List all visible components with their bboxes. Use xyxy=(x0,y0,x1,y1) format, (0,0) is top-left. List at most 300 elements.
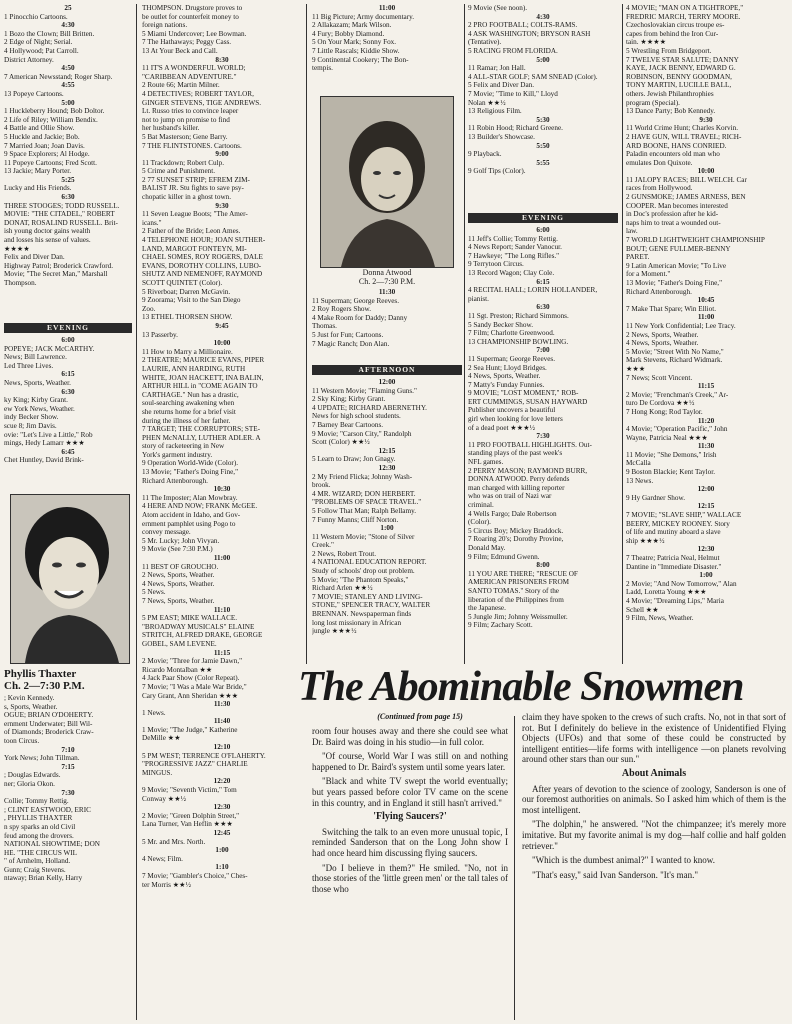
listing-entry: 7 Magic Ranch; Don Alan. xyxy=(312,339,390,348)
listing-entry: 4 ALL-STAR GOLF; SAM SNEAD (Color). xyxy=(468,72,598,81)
listing-entry: Scott (Color) ★★½ xyxy=(312,438,370,447)
listing-entry: s, Sports, Weather. xyxy=(4,702,58,711)
listing-entry: HE. "THE CIRCUS WIL xyxy=(4,848,78,857)
listing-entry: 7 TARGET; THE CORRUPTORS; STE- xyxy=(142,425,261,434)
listing-entry: Czechoslovakian circus troupe es- xyxy=(626,21,725,30)
listing-entry: 4 RECITAL HALL; LORIN HOLLANDER, xyxy=(468,286,598,295)
listing-entry: story of racketeering in New xyxy=(142,442,225,451)
listing-entry: 4 Movie; "Dreaming Lips," Maria xyxy=(626,596,724,605)
listing-entry: 9 Movie (See noon). xyxy=(468,4,528,12)
listing-entry: THREE STOOGES; TODD RUSSELL. xyxy=(4,201,120,210)
time-slot: 5:50 xyxy=(536,141,550,150)
listing-entry: mings, Hedy Lamarr ★★★ xyxy=(4,439,85,448)
listing-entry: 13 Religious Film. xyxy=(468,107,522,116)
listing-entry: 5 On Your Mark; Sonny Fox. xyxy=(312,38,397,47)
listing-entry: STRITCH, ALFRED DRAKE, GEORGE xyxy=(142,631,263,640)
time-slot: 9:30 xyxy=(699,115,713,124)
listing-entry: jungle ★★★½ xyxy=(312,627,357,636)
listing-entry: 9 Movie; "Carson City," Randolph xyxy=(312,429,412,438)
listing-entry: Dantine in "Immediate Disaster." xyxy=(626,562,722,571)
time-slot: 11:15 xyxy=(213,648,231,657)
time-slot: 4:50 xyxy=(61,64,75,73)
listing-entry: WHITE, JOAN HACKETT, INA BALIN, xyxy=(142,373,264,382)
time-slot: 11:00 xyxy=(697,313,715,322)
listing-entry: SCOTT QUINTET (Color). xyxy=(142,279,223,287)
listing-entry: 2 Sea Hunt; Lloyd Bridges. xyxy=(468,363,547,372)
time-slot: 6:15 xyxy=(536,277,550,286)
listing-entry: 11 Popeye Cartoons; Fred Scott. xyxy=(4,158,97,167)
listing-entry: (Color). xyxy=(468,518,491,527)
time-slot: 12:15 xyxy=(697,502,715,511)
listing-entry: 4 Battle and Ollie Show. xyxy=(4,124,75,133)
listing-entry: 5 Felix and Diver Dan. xyxy=(468,81,535,90)
listing-entry: 9 Latin American Movie; "To Live xyxy=(626,261,727,270)
listing-entry: naps him to treat a wounded out- xyxy=(626,218,721,227)
time-slot: 5:55 xyxy=(536,158,550,167)
column-divider xyxy=(514,716,515,1020)
listing-entry: icans." xyxy=(142,218,162,227)
listing-entry: 11 The Imposter; Alan Mowbray. xyxy=(142,493,238,502)
listing-entry: Richard Attenborough. xyxy=(142,476,208,485)
listing-entry: soul-searching awakening when xyxy=(142,399,235,408)
listing-entry: of a dead poet ★★★½ xyxy=(468,423,536,432)
listing-entry: 11 Big Picture; Army documentary. xyxy=(312,12,415,21)
time-slot: 6:15 xyxy=(61,370,75,379)
listing-entry: 1 Bozo the Clown; Bill Britten. xyxy=(4,29,95,38)
listing-entry: 9 Hy Gardner Show. xyxy=(626,493,686,502)
listing-entry: Zoo. xyxy=(142,304,156,313)
listing-entry: who was on trail of Nazi war xyxy=(468,492,552,501)
listing-entry: 7 Married Joan; Joan Davis. xyxy=(4,141,85,150)
listing-entry: 13 ETHEL THORSEN SHOW. xyxy=(142,313,233,322)
listing-column-4-evening xyxy=(468,210,618,662)
listing-entry: 13 Movie; "Father's Doing Fine," xyxy=(626,279,723,287)
listing-entry: 11 Western Movie; "Stone of Silver xyxy=(312,532,415,541)
listing-entry: turo De Cordova ★★½ xyxy=(626,399,695,408)
continued-note: (Continued from page 15) xyxy=(377,712,463,721)
listing-column-3-mid xyxy=(312,288,462,358)
listing-entry: 7 Movie; "Time to Kill," Lloyd xyxy=(468,89,558,98)
listing-entry: 5 RACING FROM FLORIDA. xyxy=(468,46,558,55)
listing-entry: races from Hollywood. xyxy=(626,184,693,193)
listing-entry: 5 Movie; "Street With No Name," xyxy=(626,347,724,356)
listing-entry: ARD BOONE, HANS CONRIED. xyxy=(626,141,727,150)
listing-entry: Movie; "The Secret Man," Marshall xyxy=(4,270,108,279)
listing-column-5 xyxy=(626,4,786,664)
article-paragraph: "Which is the dumbest animal?" I wanted to know. xyxy=(532,855,715,866)
photo-caption-time: Ch. 2—7:30 P.M. xyxy=(4,680,85,692)
article-paragraph: "Do I believe in them?" He smiled. "No, not in those stories of the 'little green men' or the tall tales of those who xyxy=(312,862,508,894)
listing-entry: 4 NATIONAL EDUCATION REPORT. xyxy=(312,558,427,567)
listing-entry: ew York News, Weather. xyxy=(4,404,75,413)
time-slot: 12:30 xyxy=(697,545,715,554)
listing-entry: 13 Popeye Cartoons. xyxy=(4,89,64,98)
time-slot: 12:10 xyxy=(213,743,231,752)
listing-entry: 13 Builder's Showcase. xyxy=(468,132,535,141)
article-column-middle xyxy=(312,726,508,1020)
listing-entry: Wayne, Patricia Neal ★★★ xyxy=(626,433,708,442)
listing-entry: 7 The Hathaways; Peggy Cass. xyxy=(142,38,232,47)
listing-entry: McCalla xyxy=(626,459,651,468)
listing-entry: "PROBLEMS OF SPACE TRAVEL." xyxy=(312,498,422,507)
listing-entry: 13 Jackie; Mary Porter. xyxy=(4,167,72,176)
listing-entry: 5 Crime and Punishment. xyxy=(142,167,216,176)
listing-entry: 9 Movie (See 7:30 P.M.) xyxy=(142,545,213,554)
time-slot: 6:45 xyxy=(61,447,75,456)
listing-entry: 2 77 SUNSET STRIP; EFREM ZIM- xyxy=(142,175,250,184)
time-slot: 11:20 xyxy=(697,416,715,425)
listing-entry: long lost missionary in African xyxy=(312,618,402,627)
listing-entry: ernment pamphlet using Pogo to xyxy=(142,519,236,528)
listing-entry: 5 Jungle Jim; Johnny Weissmuller. xyxy=(468,612,568,621)
listing-entry: 4 Jack Paar Show (Color Repeat). xyxy=(142,674,240,683)
listing-entry: indy Becker Show. xyxy=(4,413,59,422)
article-subhead: About Animals xyxy=(621,767,687,779)
time-slot: 7:10 xyxy=(61,745,75,754)
time-slot: 6:30 xyxy=(61,193,75,202)
listing-entry: man charged with killing reporter xyxy=(468,483,565,492)
listing-entry: LAURIE, ANN HARDING, RUTH xyxy=(142,364,246,373)
listing-entry: the Japanese. xyxy=(468,604,506,613)
listing-entry: girl when looking for love letters xyxy=(468,415,563,424)
listing-entry: ★★★ xyxy=(626,364,646,373)
listing-entry: 11 Superman; George Reeves. xyxy=(468,354,556,363)
time-slot: 10:30 xyxy=(213,485,231,494)
listing-entry: NATIONAL SHOWTIME; DON xyxy=(4,840,100,849)
listing-entry: ntaway; Brian Kelly, Harry xyxy=(4,874,83,883)
listing-entry: 7 News, Sports, Weather. xyxy=(142,596,215,605)
listing-entry: News, Sports, Weather. xyxy=(4,378,71,387)
column-divider xyxy=(136,4,137,1020)
time-slot: 11:30 xyxy=(213,700,231,709)
listing-column-1-tail xyxy=(4,694,132,1020)
time-slot: 8:00 xyxy=(536,561,550,570)
listing-entry: in Doc's profession after he kid- xyxy=(626,210,719,219)
listing-entry: ish young doctor gains wealth xyxy=(4,227,91,236)
listing-entry: Mark Stevens, Richard Widmark. xyxy=(626,356,723,365)
listing-entry: BRENNAN. Newspaperman finds xyxy=(312,610,412,619)
listing-entry: PHEN McNALLY, LUTHER ADLER. A xyxy=(142,433,261,442)
listing-entry: 2 Father of the Bride; Leon Ames. xyxy=(142,227,241,236)
listing-entry: 13 CHAMPIONSHIP BOWLING. xyxy=(468,337,569,346)
listing-entry: 5 Mr. and Mrs. North. xyxy=(142,837,206,846)
listing-entry: Felix and Diver Dan. xyxy=(4,253,65,262)
article-subhead: 'Flying Saucers?' xyxy=(373,811,447,823)
article-paragraph: Switching the talk to an even more unusual topic, I reminded Sanderson that on the Long John show I had once heard him discussing flying saucers. xyxy=(312,826,508,858)
time-slot: 4:55 xyxy=(61,81,75,90)
listing-entry: 4 News; Film. xyxy=(142,854,183,863)
listing-entry: ovie: "Let's Live a Little," Rob xyxy=(4,430,93,439)
listing-entry: KAYE, JACK BENNY, EDWARD G. xyxy=(626,64,736,73)
listing-entry: ERT CUMMINGS, SUSAN HAYWARD xyxy=(468,397,588,406)
listing-entry: 11 World Crime Hunt; Charles Korvin. xyxy=(626,124,739,133)
listing-entry: 2 Movie; "Green Dolphin Street," xyxy=(142,811,240,820)
listing-entry: CHAEL SOMES, ROY ROGERS, DALE xyxy=(142,253,263,262)
listing-entry: scue 8; Jim Davis. xyxy=(4,421,57,430)
column-divider xyxy=(306,4,307,664)
photo-caption-name: Phyllis Thaxter xyxy=(4,668,77,680)
time-slot: 6:00 xyxy=(536,226,550,234)
listing-entry: Thomas. xyxy=(312,322,337,331)
listing-entry: 2 Movie; "Frenchman's Creek," Ar- xyxy=(626,390,729,399)
time-slot: 1:10 xyxy=(215,863,229,872)
listing-entry: not to jump on promise to find xyxy=(142,115,230,124)
listing-entry: 5 Circus Boy; Mickey Braddock. xyxy=(468,526,564,535)
listing-entry: ter Morris ★★½ xyxy=(142,880,192,889)
listing-entry: 11 JALOPY RACES; BILL WELCH. Car xyxy=(626,175,747,184)
listing-entry: Ricardo Montalban ★★ xyxy=(142,665,213,674)
listing-entry: OGUE; BRIAN O'DOHERTY. xyxy=(4,711,94,720)
time-slot: 7:30 xyxy=(536,432,550,441)
listing-entry: 2 GUNSMOKE; JAMES ARNESS, BEN xyxy=(626,193,746,202)
listing-entry: 2 News, Robert Trout. xyxy=(312,549,377,558)
time-slot: 7:30 xyxy=(61,788,75,797)
listing-entry: 9 Terrytoon Circus. xyxy=(468,260,524,269)
listing-entry: 13 Record Wagon; Clay Cole. xyxy=(468,268,555,277)
listing-entry: 5 Learn to Draw; Jon Gnagy. xyxy=(312,455,396,464)
time-slot: 9:30 xyxy=(215,201,229,210)
listing-entry: 5 Mr. Lucky; John Vivyan. xyxy=(142,536,220,545)
listing-entry: 1 Huckleberry Hound; Bob Doltor. xyxy=(4,107,105,116)
listing-entry: 4 MOVIE; "MAN ON A TIGHTROPE," xyxy=(626,4,744,12)
time-slot: 11:10 xyxy=(213,605,231,614)
listing-entry: for a Moment." xyxy=(626,270,671,279)
time-slot: 4:30 xyxy=(536,12,550,21)
listing-entry: Creek." xyxy=(312,541,334,550)
time-slot: 7:15 xyxy=(61,762,75,771)
listing-entry: CARTHAGE." Nun has a drastic, xyxy=(142,390,239,399)
listing-entry: Schell ★★ xyxy=(626,605,659,614)
time-slot: 12:20 xyxy=(213,777,231,786)
time-slot: 1:00 xyxy=(215,846,229,855)
listing-entry: be outlet for counterfeit money to xyxy=(142,12,239,21)
listing-entry: SHUTZ AND NEMENOFF, RAYMOND xyxy=(142,270,263,279)
listing-entry: 5 Wrestling From Bridgeport. xyxy=(626,46,712,55)
listing-entry: standing plays of the past week's xyxy=(468,449,563,458)
time-slot: 5:25 xyxy=(61,175,75,184)
listing-entry: 9 Playback. xyxy=(468,150,502,159)
listing-entry: Thompson. xyxy=(4,279,37,287)
listing-entry: 4 News, Sports, Weather. xyxy=(626,339,699,348)
listing-entry: 4 DETECTIVES; ROBERT TAYLOR, xyxy=(142,89,254,98)
listing-entry: her husband's killer. xyxy=(142,124,200,133)
listing-entry: York News; John Tillman. xyxy=(4,754,80,763)
listing-entry: 2 PRO FOOTBALL; COLTS-RAMS. xyxy=(468,21,578,30)
listing-entry: 13 News. xyxy=(626,476,654,485)
donna-atwood-photo xyxy=(320,96,454,268)
time-slot: 7:00 xyxy=(536,346,550,355)
listing-entry: 11 How to Marry a Millionaire. xyxy=(142,347,233,356)
article-paragraph: "Black and white TV swept the world eventually; but years passed before color TV came on the scene in this country, and in England it still hasn't arrived." xyxy=(312,776,508,808)
listing-entry: program (Special). xyxy=(626,98,680,107)
listing-entry: 7 Hong Kong; Rod Taylor. xyxy=(626,407,703,416)
listing-entry: 7 American Newsstand; Roger Sharp. xyxy=(4,72,113,81)
listing-entry: NFL games. xyxy=(468,458,504,467)
listing-entry: Donald May. xyxy=(468,543,506,552)
listing-entry: 11 Trackdown; Robert Culp. xyxy=(142,158,224,167)
listing-entry: 7 MOVIE; STANLEY AND LIVING- xyxy=(312,592,423,601)
listing-entry: DONAT, ROSALIND RUSSELL. Brit- xyxy=(4,218,118,227)
listing-entry: 9 Golf Tips (Color). xyxy=(468,167,526,176)
listing-entry: 5 PM WEST; TERRENCE O'FLAHERTY. xyxy=(142,751,266,760)
time-slot: 10:00 xyxy=(213,339,231,348)
listing-entry: Highway Patrol; Broderick Crawford. xyxy=(4,261,113,270)
article-paragraph: claim they have spoken to the crews of such crafts. No, not in that sort of rot. But I definitely do believe in the existence of Unidentified Flying Objects (UFOs) and that some of these could be constructed by intelligent entities—life forms with intelligence —on planets revolving around other stars than our sun." xyxy=(522,712,786,765)
section-header: EVENING xyxy=(4,323,132,333)
listing-entry: 11 IT'S A WONDERFUL WORLD; xyxy=(142,64,246,73)
listing-entry: Led Three Lives. xyxy=(4,361,54,370)
time-slot: 11:00 xyxy=(378,4,396,12)
listing-entry: BALIST JR. Stu fights to save psy- xyxy=(142,184,244,193)
listing-entry: 4 MR. WIZARD; DON HERBERT. xyxy=(312,489,416,498)
listing-entry: 11 BEST OF GROUCHO. xyxy=(142,562,219,571)
listing-entry: 2 Edge of Night; Serial. xyxy=(4,38,73,47)
listing-entry: 11 New York Confidential; Lee Tracy. xyxy=(626,321,736,330)
time-slot: 11:15 xyxy=(697,382,715,391)
listing-entry: 7 Hawkeye; "The Long Rifles." xyxy=(468,251,560,260)
listing-entry: ; CLINT EASTWOOD, ERIC xyxy=(4,805,91,814)
listing-entry: THOMPSON. Drugstore proves to xyxy=(142,4,243,12)
listing-entry: 11 Superman; George Reeves. xyxy=(312,296,400,305)
listing-entry: Atom accident in Idaho, and Gov- xyxy=(142,511,241,520)
listing-entry: DeMille ★★ xyxy=(142,734,181,743)
time-slot: 12:00 xyxy=(697,485,715,494)
listing-entry: foreign nations. xyxy=(142,21,188,30)
listing-column-3-top xyxy=(312,4,462,88)
listing-entry: 1 Movie; "The Judge," Katherine xyxy=(142,725,238,734)
listing-entry: 4 News Report; Sander Vanocur. xyxy=(468,243,562,252)
listing-entry: toon Circus. xyxy=(4,736,40,745)
listing-entry: 5 Just for Fun; Cartoons. xyxy=(312,330,384,339)
listing-entry: 2 Life of Riley; William Bendix. xyxy=(4,115,98,124)
listing-entry: n spy sparks an old Civil xyxy=(4,822,76,831)
listing-entry: 13 Movie; "Father's Doing Fine," xyxy=(142,468,239,477)
listing-entry: 11 Seven League Boots; "The Amer- xyxy=(142,210,248,219)
section-header: AFTERNOON xyxy=(312,365,462,375)
listing-entry: 2 Route 66; Martin Milner. xyxy=(142,81,220,90)
listing-entry: Lana Turner, Van Heflin ★★★ xyxy=(142,820,233,829)
listing-entry: 2 THEATRE; MAURICE EVANS, PIPER xyxy=(142,356,265,365)
listing-entry: 7 Funny Manns; Cliff Norton. xyxy=(312,515,399,524)
listing-entry: 7 Little Rascals; Kiddie Show. xyxy=(312,46,400,55)
article-headline: The Abominable Snowmen xyxy=(298,664,744,710)
listing-entry: Gunn; Craig Stevens. xyxy=(4,865,66,874)
listing-entry: 11 Jeff's Collie; Tommy Rettig. xyxy=(468,234,558,243)
listing-entry: (Tentative). xyxy=(468,38,502,47)
listing-entry: 4 Wells Fargo; Dale Robertson xyxy=(468,509,557,518)
listing-entry: 4 News, Sports, Weather. xyxy=(468,372,541,381)
listing-entry: 9 Boston Blackie; Kent Taylor. xyxy=(626,468,715,477)
listing-entry: TONY MARTIN, LUCILLE BALL, xyxy=(626,81,732,90)
listing-entry: she returns home for a brief visit xyxy=(142,407,236,416)
listing-entry: ship ★★★½ xyxy=(626,536,665,545)
article-paragraph: "Of course, World War I was still on and nothing happened to Dr. Baird's system until some years later. xyxy=(312,751,508,772)
photo-caption-atwood xyxy=(312,268,462,286)
listing-column-4 xyxy=(468,4,618,200)
listing-entry: chopatic killer in a ghost town. xyxy=(142,193,232,202)
listing-entry: Publisher uncovers a beautiful xyxy=(468,406,556,415)
listing-entry: 7 WORLD LIGHTWEIGHT CHAMPIONSHIP xyxy=(626,236,765,245)
listing-entry: 7 Roaring 20's; Dorothy Provine, xyxy=(468,535,564,544)
listing-entry: 2 Movie; "Three for Jamie Dawn," xyxy=(142,657,243,666)
time-slot: 9:45 xyxy=(215,321,229,330)
listing-entry: 9 Zoorama; Visit to the San Diego xyxy=(142,296,241,305)
listing-entry: pianist. xyxy=(468,294,489,303)
listing-entry: of life and mutiny aboard a slave xyxy=(626,528,721,537)
listing-column-1-evening xyxy=(4,320,132,490)
listing-entry: ernment Underwater; Bill Wil- xyxy=(4,719,93,728)
time-slot: 11:40 xyxy=(213,717,231,726)
listing-entry: law. xyxy=(626,227,638,236)
photo-caption-time: Ch. 2—7:30 P.M. xyxy=(358,277,416,286)
listing-entry: ROBINSON, BENNY GOODMAN, xyxy=(626,72,732,81)
listing-entry: 5 Huckle and Jackie; Bob. xyxy=(4,132,80,141)
listing-entry: POPEYE; JACK McCARTHY. xyxy=(4,344,95,353)
listing-entry: criminal. xyxy=(468,501,494,509)
listing-entry: Chet Huntley, David Brink- xyxy=(4,456,84,465)
listing-entry: 7 Movie; "I Was a Male War Bride," xyxy=(142,682,247,691)
listing-entry: GINGER STEVENS, TIGE ANDREWS. xyxy=(142,98,262,107)
listing-entry: Ladd, Loretta Young ★★★ xyxy=(626,588,707,597)
column-divider xyxy=(464,4,465,664)
listing-entry: ★★★★ xyxy=(4,244,30,253)
listing-entry: 5 Sandy Becker Show. xyxy=(468,320,534,329)
listing-entry: 2 News, Sports, Weather. xyxy=(626,330,699,339)
listing-entry: Richard Attenborough. xyxy=(626,287,692,296)
listing-entry: emulates Don Quixote. xyxy=(626,158,693,167)
section-header: EVENING xyxy=(468,213,618,223)
article-paragraph: "The dolphin," he answered. "Not the chimpanzee; it's merely more imitative. But my favorite animal is my dog—half collie and half golden retriever." xyxy=(522,819,786,851)
time-slot: 10:00 xyxy=(697,167,715,176)
listing-entry: 5 PM EAST; MIKE WALLACE. xyxy=(142,614,238,623)
listing-entry: feud among the drovers. xyxy=(4,831,74,840)
time-slot: 25 xyxy=(64,4,72,12)
listing-entry: 9 Continental Cookery; The Bon- xyxy=(312,55,409,64)
listing-entry: 9 Movie; "Seventh Victim," Tom xyxy=(142,786,237,795)
listing-entry: 5 News. xyxy=(142,588,166,597)
listing-entry: and losses his sense of values. xyxy=(4,236,91,245)
listing-entry: 5 Movie; "The Phantom Speaks," xyxy=(312,575,409,584)
listing-entry: 11 Robin Hood; Richard Greene. xyxy=(468,124,563,133)
listing-entry: Conway ★★½ xyxy=(142,794,187,803)
listing-entry: SANTO TOMAS." Story of the xyxy=(468,586,559,595)
listing-entry: during the illness of her father. xyxy=(142,416,231,425)
time-slot: 1:00 xyxy=(699,571,713,580)
listing-entry: COOPER. Man becomes interested xyxy=(626,201,728,210)
listing-entry: 7 TWELVE STAR SALUTE; DANNY xyxy=(626,55,739,64)
listing-entry: 7 Barney Bear Cartoons. xyxy=(312,420,384,429)
listing-entry: 5 Miami Undercover; Lee Bowman. xyxy=(142,29,247,38)
listing-entry: AMERICAN PRISONERS FROM xyxy=(468,578,570,587)
listing-entry: GOBEL, SAM LEVENE. xyxy=(142,639,217,648)
listing-entry: 13 Passerby. xyxy=(142,330,178,339)
listing-entry: PARET. xyxy=(626,253,650,262)
listing-entry: 9 Film; Zachary Scott. xyxy=(468,621,533,630)
time-slot: 5:00 xyxy=(61,98,75,107)
phyllis-thaxter-photo xyxy=(10,494,130,664)
listing-entry: 9 Operation World-Wide (Color). xyxy=(142,459,239,468)
time-slot: 11:00 xyxy=(213,554,231,562)
listing-column-3-afternoon xyxy=(312,362,462,662)
listing-entry: 7 THE FLINTSTONES. Cartoons. xyxy=(142,141,242,150)
listing-entry: " of Arnhelm, Holland. xyxy=(4,857,71,866)
listing-entry: Collie; Tommy Rettig. xyxy=(4,797,69,806)
listing-entry: Lt. Russo tries to convince leaper xyxy=(142,107,239,116)
listing-entry: 2 Roy Rogers Show. xyxy=(312,305,372,314)
listing-entry: 4 HERE AND NOW; FRANK McGEE. xyxy=(142,502,258,511)
listing-entry: brook. xyxy=(312,481,331,490)
listing-entry: LAND, MARGOT FONTEYN, MI- xyxy=(142,244,247,253)
